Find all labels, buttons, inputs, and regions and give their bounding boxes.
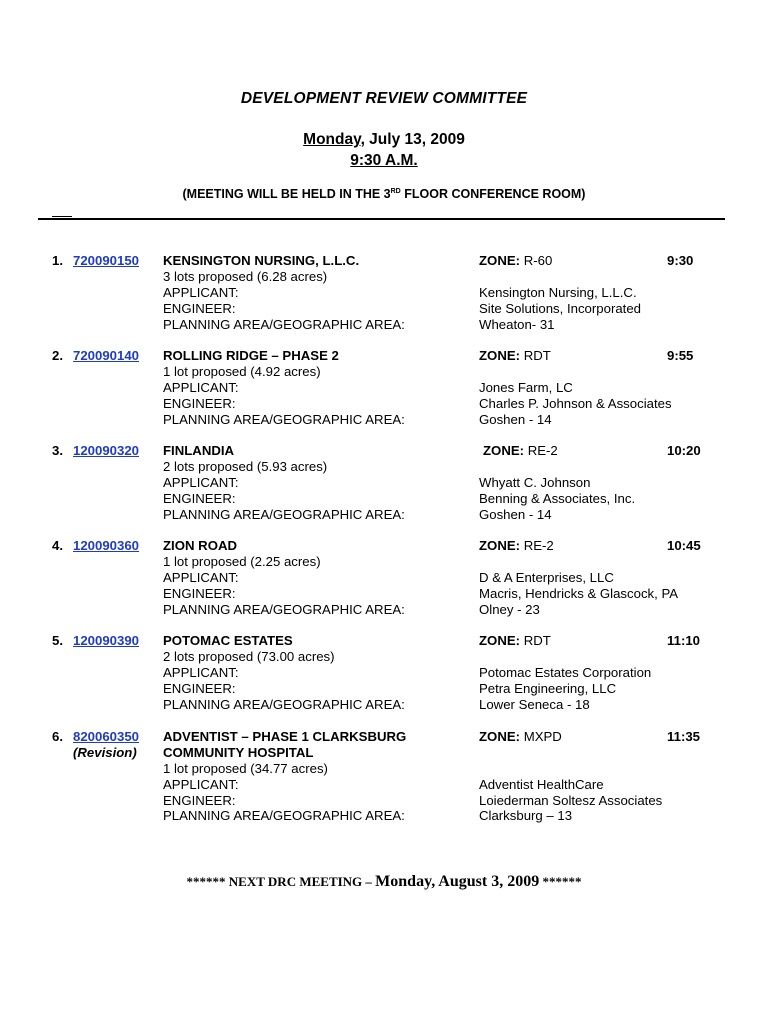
applicant-label: APPLICANT: [163,569,239,585]
meeting-date [0,131,768,149]
zone-value: MXPD [523,729,562,744]
item-number: 4. [52,538,63,553]
engineer-label: ENGINEER: [163,395,236,411]
applicant-label: APPLICANT: [163,284,239,300]
meeting-date-rest: , July 13, 2009 [360,131,465,148]
planning-area-value: Olney - 23 [479,601,540,617]
zone-value: RE-2 [527,443,558,458]
planning-area-label: PLANNING AREA/GEOGRAPHIC AREA: [163,316,405,332]
engineer-label: ENGINEER: [163,585,236,601]
plan-number-link[interactable]: 820060350 [73,729,140,744]
planning-area-value: Clarksburg – 13 [479,808,573,824]
applicant-label: APPLICANT: [163,379,239,395]
item-number: 3. [52,443,63,458]
zone-value: RDT [523,633,551,648]
plan-number-link[interactable]: 720090140 [73,348,140,363]
zone-value: RDT [523,348,551,363]
engineer-value: Benning & Associates, Inc. [479,490,636,506]
header-divider [38,218,725,220]
item-details [163,443,405,522]
item-details [163,253,405,332]
item-details [163,633,405,712]
item-details [163,348,405,427]
note-prefix: (MEETING WILL BE HELD IN THE 3 [182,187,391,201]
review-time: 11:10 [667,633,701,648]
zone [479,253,552,269]
planning-area-label: PLANNING AREA/GEOGRAPHIC AREA: [163,601,405,617]
planning-area-label: PLANNING AREA/GEOGRAPHIC AREA: [163,696,405,712]
zone [483,443,558,459]
zone [479,348,551,364]
engineer-value: Site Solutions, Incorporated [479,300,642,316]
item-number: 1. [52,253,63,268]
lots-proposed: 3 lots proposed (6.28 acres) [163,268,328,284]
item-values [479,475,635,523]
item-values [479,570,678,618]
applicant-label: APPLICANT: [163,776,239,792]
divider-mark [52,216,72,217]
lots-proposed: 2 lots proposed (73.00 acres) [163,648,335,664]
engineer-label: ENGINEER: [163,490,236,506]
project-name: FINLANDIA [163,443,235,458]
applicant-value: Potomac Estates Corporation [479,664,652,680]
project-name: ZION ROAD [163,538,237,553]
item-details [163,729,406,824]
plan-number-link[interactable]: 720090150 [73,253,140,268]
item-number: 2. [52,348,63,363]
meeting-location-note [0,187,768,201]
planning-area-value: Goshen - 14 [479,506,552,522]
applicant-value: Jones Farm, LC [479,379,573,395]
zone-value: RE-2 [523,538,554,553]
item-values [479,777,662,825]
planning-area-value: Goshen - 14 [479,411,552,427]
item-values [479,380,672,428]
document-title: DEVELOPMENT REVIEW COMMITTEE [240,90,528,107]
applicant-value: Kensington Nursing, L.L.C. [479,284,637,300]
lots-proposed: 1 lot proposed (4.92 acres) [163,363,321,379]
lots-proposed: 1 lot proposed (34.77 acres) [163,760,328,776]
engineer-value: Loiederman Soltesz Associates [479,792,663,808]
review-time: 10:45 [667,538,701,553]
note-suffix: FLOOR CONFERENCE ROOM) [400,187,586,201]
project-name: POTOMAC ESTATES [163,633,293,648]
review-time: 10:20 [667,443,701,458]
applicant-label: APPLICANT: [163,664,239,680]
zone [479,538,554,554]
applicant-value: D & A Enterprises, LLC [479,569,614,585]
zone-value: R-60 [523,253,553,268]
meeting-time-text: 9:30 A.M. [350,152,418,169]
zone-label: ZONE: [479,633,521,648]
lots-proposed: 2 lots proposed (5.93 acres) [163,458,328,474]
applicant-value: Adventist HealthCare [479,776,604,792]
zone [479,729,562,745]
lots-proposed: 1 lot proposed (2.25 acres) [163,553,321,569]
project-name: ROLLING RIDGE – PHASE 2 [163,348,339,363]
planning-area-label: PLANNING AREA/GEOGRAPHIC AREA: [163,808,405,824]
revision-note: (Revision) [73,745,137,760]
footer-prefix: ****** NEXT DRC MEETING – [186,874,376,889]
item-number: 5. [52,633,63,648]
planning-area-label: PLANNING AREA/GEOGRAPHIC AREA: [163,411,405,427]
review-time: 9:30 [667,253,694,268]
item-details [163,538,405,617]
engineer-label: ENGINEER: [163,792,236,808]
applicant-label: APPLICANT: [163,474,239,490]
planning-area-value: Lower Seneca - 18 [479,696,590,712]
project-name: ADVENTIST – PHASE 1 CLARKSBURG [163,729,407,744]
next-meeting-notice [0,873,768,891]
note-sup: RD [390,188,401,195]
plan-number-link[interactable]: 120090320 [73,443,140,458]
zone-label: ZONE: [479,253,521,268]
plan-number-link[interactable]: 120090360 [73,538,140,553]
next-meeting-date: Monday, August 3, 2009 [375,873,540,890]
planning-area-label: PLANNING AREA/GEOGRAPHIC AREA: [163,506,405,522]
project-name: KENSINGTON NURSING, L.L.C. [163,253,360,268]
review-time: 11:35 [667,729,701,744]
item-values [479,665,651,713]
plan-number-link[interactable]: 120090390 [73,633,140,648]
zone-label: ZONE: [479,729,521,744]
item-number: 6. [52,729,63,744]
zone-label: ZONE: [479,348,521,363]
meeting-time [0,152,768,170]
engineer-label: ENGINEER: [163,300,236,316]
engineer-label: ENGINEER: [163,680,236,696]
meeting-day: Monday [303,131,361,148]
item-values [479,285,641,333]
engineer-value: Charles P. Johnson & Associates [479,395,672,411]
applicant-value: Whyatt C. Johnson [479,474,591,490]
footer-suffix: ****** [539,874,582,889]
zone [479,633,551,649]
engineer-value: Macris, Hendricks & Glascock, PA [479,585,679,601]
zone-label: ZONE: [479,538,521,553]
planning-area-value: Wheaton- 31 [479,316,555,332]
project-name-line-2: COMMUNITY HOSPITAL [163,744,314,760]
zone-label: ZONE: [483,443,525,458]
engineer-value: Petra Engineering, LLC [479,680,617,696]
review-time: 9:55 [667,348,694,363]
